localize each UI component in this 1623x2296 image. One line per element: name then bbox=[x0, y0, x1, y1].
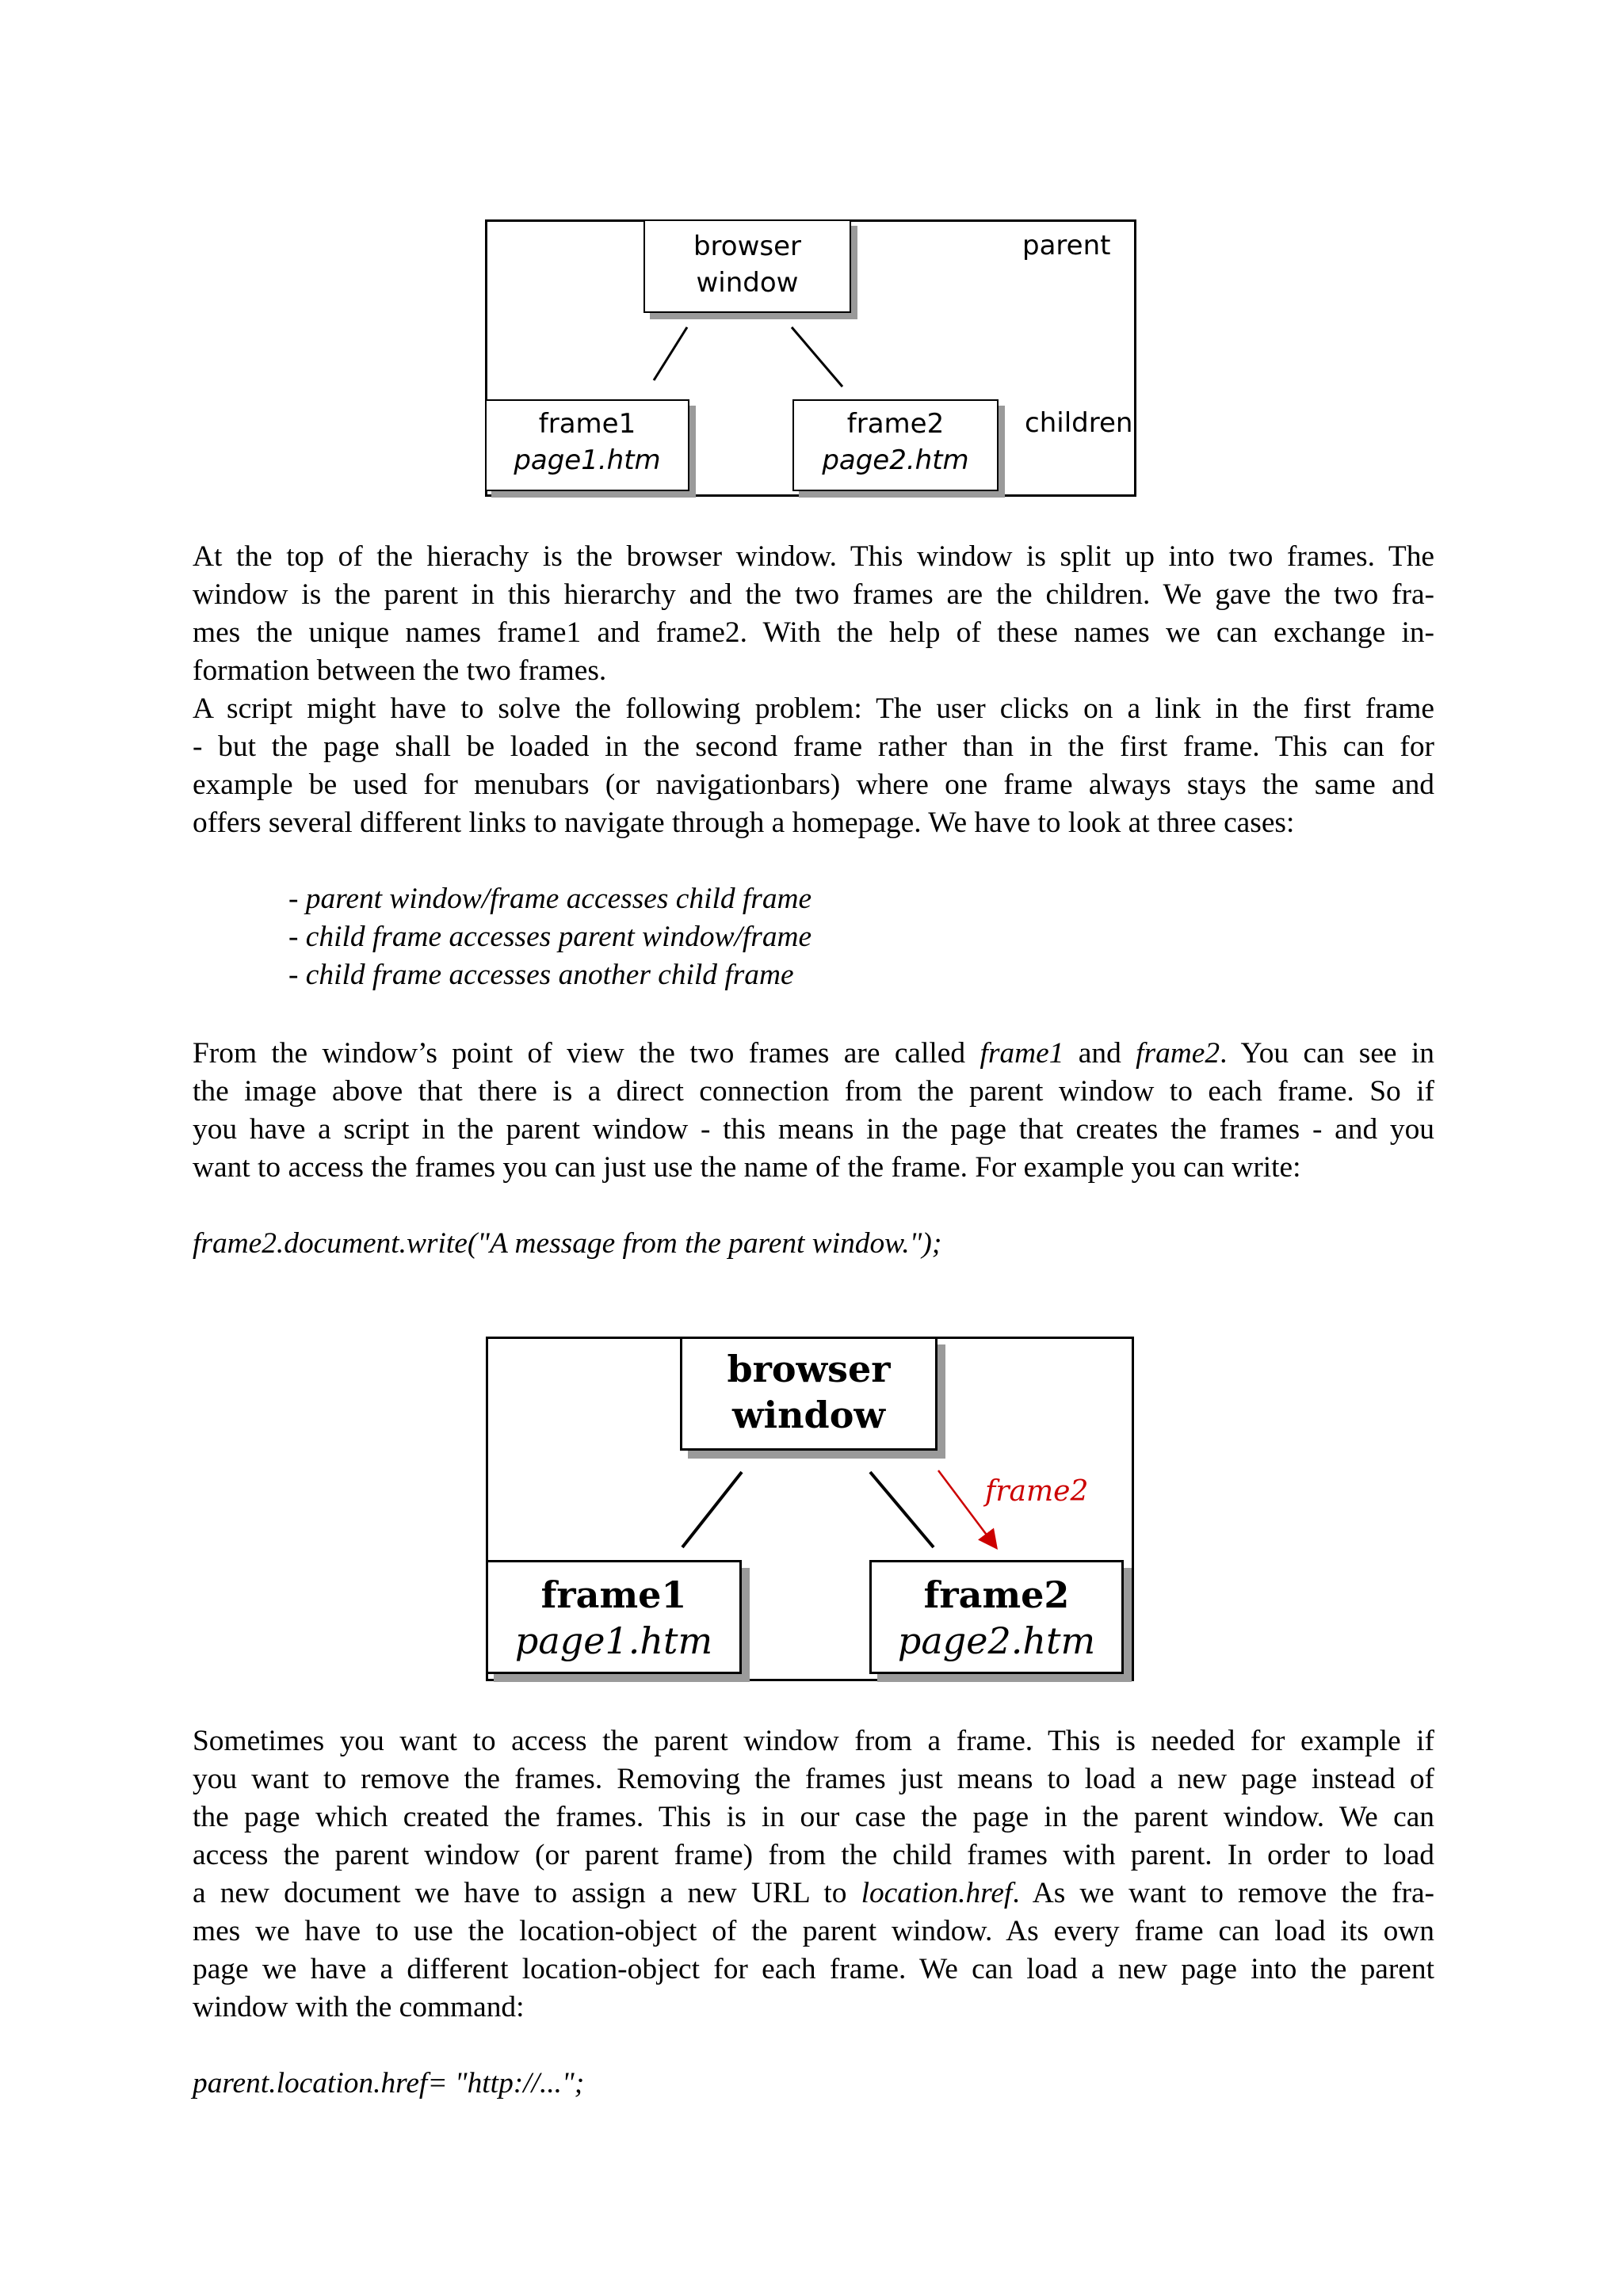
arrow-label-frame2: frame2 bbox=[985, 1475, 1089, 1508]
frame1-box bbox=[486, 1560, 742, 1674]
text-line: the image above that there is a direct connection from the parent window to each frame. So if bbox=[193, 1075, 1434, 1108]
case-item: - child frame accesses another child frame bbox=[288, 959, 794, 991]
text-line: Sometimes you want to access the parent window from a frame. This is needed for example if bbox=[193, 1725, 1434, 1757]
text-line: window is the parent in this hierarchy and the two frames are the children. We gave the two fra- bbox=[193, 578, 1434, 611]
code-example-write: frame2.document.write("A message from the parent window."); bbox=[193, 1227, 942, 1260]
text-line: At the top of the hierachy is the browser window. This window is split up into two frames. The bbox=[193, 540, 1434, 573]
paragraph-hierarchy bbox=[193, 538, 1434, 690]
parent-to-frame-diagram bbox=[486, 1337, 1134, 1681]
text-line: example be used for menubars (or navigationbars) where one frame always stays the same and bbox=[193, 769, 1434, 801]
text-line: want to access the frames you can just use the name of the frame. For example you can write: bbox=[193, 1151, 1301, 1184]
frame2-page: page2.htm bbox=[822, 444, 969, 476]
text-segment: From the window’s point of view the two frames are called bbox=[193, 1037, 980, 1070]
text-segment: . You can see in bbox=[1220, 1037, 1434, 1070]
frame2-box bbox=[869, 1560, 1124, 1674]
text-line: access the parent window (or parent frame) from the child frames with parent. In order to load bbox=[193, 1839, 1434, 1871]
connector-left bbox=[654, 327, 687, 380]
code-example-location: parent.location.href= "http://..."; bbox=[193, 2067, 585, 2100]
text-segment: and bbox=[1064, 1037, 1136, 1070]
frame1-page: page1.htm bbox=[514, 444, 661, 476]
text-line: offers several different links to navigate through a homepage. We have to look at three cases: bbox=[193, 807, 1295, 839]
case-item: - parent window/frame accesses child frame bbox=[288, 883, 812, 915]
frame1-name: frame1 bbox=[540, 1573, 687, 1616]
text-line: you want to remove the frames. Removing the frames just means to load a new page instead of bbox=[193, 1763, 1434, 1795]
text-line: the page which created the frames. This is in our case the page in the parent window. We can bbox=[193, 1801, 1434, 1833]
text-line bbox=[193, 1875, 1434, 1913]
paragraph-problem bbox=[193, 690, 1434, 842]
frame1-name: frame1 bbox=[538, 408, 636, 440]
emphasis-frame2: frame2 bbox=[1136, 1037, 1220, 1070]
cases-list bbox=[288, 880, 812, 994]
text-line: you have a script in the parent window - this means in the page that creates the frames - and you bbox=[193, 1113, 1434, 1146]
text-line: page we have a different location-object for each frame. We can load a new page into the parent bbox=[193, 1953, 1434, 1985]
frame2-name: frame2 bbox=[923, 1573, 1070, 1616]
paragraph-access-parent bbox=[193, 1722, 1434, 2027]
connector-right bbox=[792, 327, 842, 387]
connector-right bbox=[870, 1472, 934, 1547]
text-line bbox=[193, 1035, 1434, 1073]
paragraph-window-view bbox=[193, 1035, 1434, 1187]
text-segment: a new document we have to assign a new URL to bbox=[193, 1877, 861, 1909]
browser-window-label-line2: window bbox=[732, 1394, 885, 1436]
children-label: children bbox=[1025, 407, 1133, 439]
text-line: A script might have to solve the following problem: The user clicks on a link in the first frame bbox=[193, 692, 1434, 725]
frame1-page: page1.htm bbox=[514, 1619, 713, 1662]
connector-left bbox=[682, 1472, 742, 1547]
text-line: formation between the two frames. bbox=[193, 654, 607, 687]
frame2-name: frame2 bbox=[846, 408, 945, 440]
browser-window-label-line2: window bbox=[696, 267, 799, 299]
emphasis-location-href: location.href bbox=[861, 1877, 1013, 1909]
text-line: window with the command: bbox=[193, 1991, 525, 2023]
frame2-box bbox=[792, 399, 999, 491]
browser-window-label-line1: browser bbox=[727, 1348, 891, 1390]
parent-label: parent bbox=[1022, 230, 1111, 261]
frame2-page: page2.htm bbox=[897, 1619, 1096, 1662]
frame1-box bbox=[485, 399, 689, 491]
text-line: mes we have to use the location-object of the parent window. As every frame can load its own bbox=[193, 1915, 1434, 1947]
text-line: mes the unique names frame1 and frame2. With the help of these names we can exchange in- bbox=[193, 616, 1434, 649]
case-item: - child frame accesses parent window/frame bbox=[288, 921, 812, 953]
browser-window-label-line1: browser bbox=[693, 231, 802, 262]
frame-hierarchy-diagram bbox=[485, 219, 1136, 497]
emphasis-frame1: frame1 bbox=[980, 1037, 1064, 1070]
text-segment: . As we want to remove the fra- bbox=[1012, 1877, 1435, 1909]
text-line: - but the page shall be loaded in the second frame rather than in the first frame. This can for bbox=[193, 730, 1434, 763]
